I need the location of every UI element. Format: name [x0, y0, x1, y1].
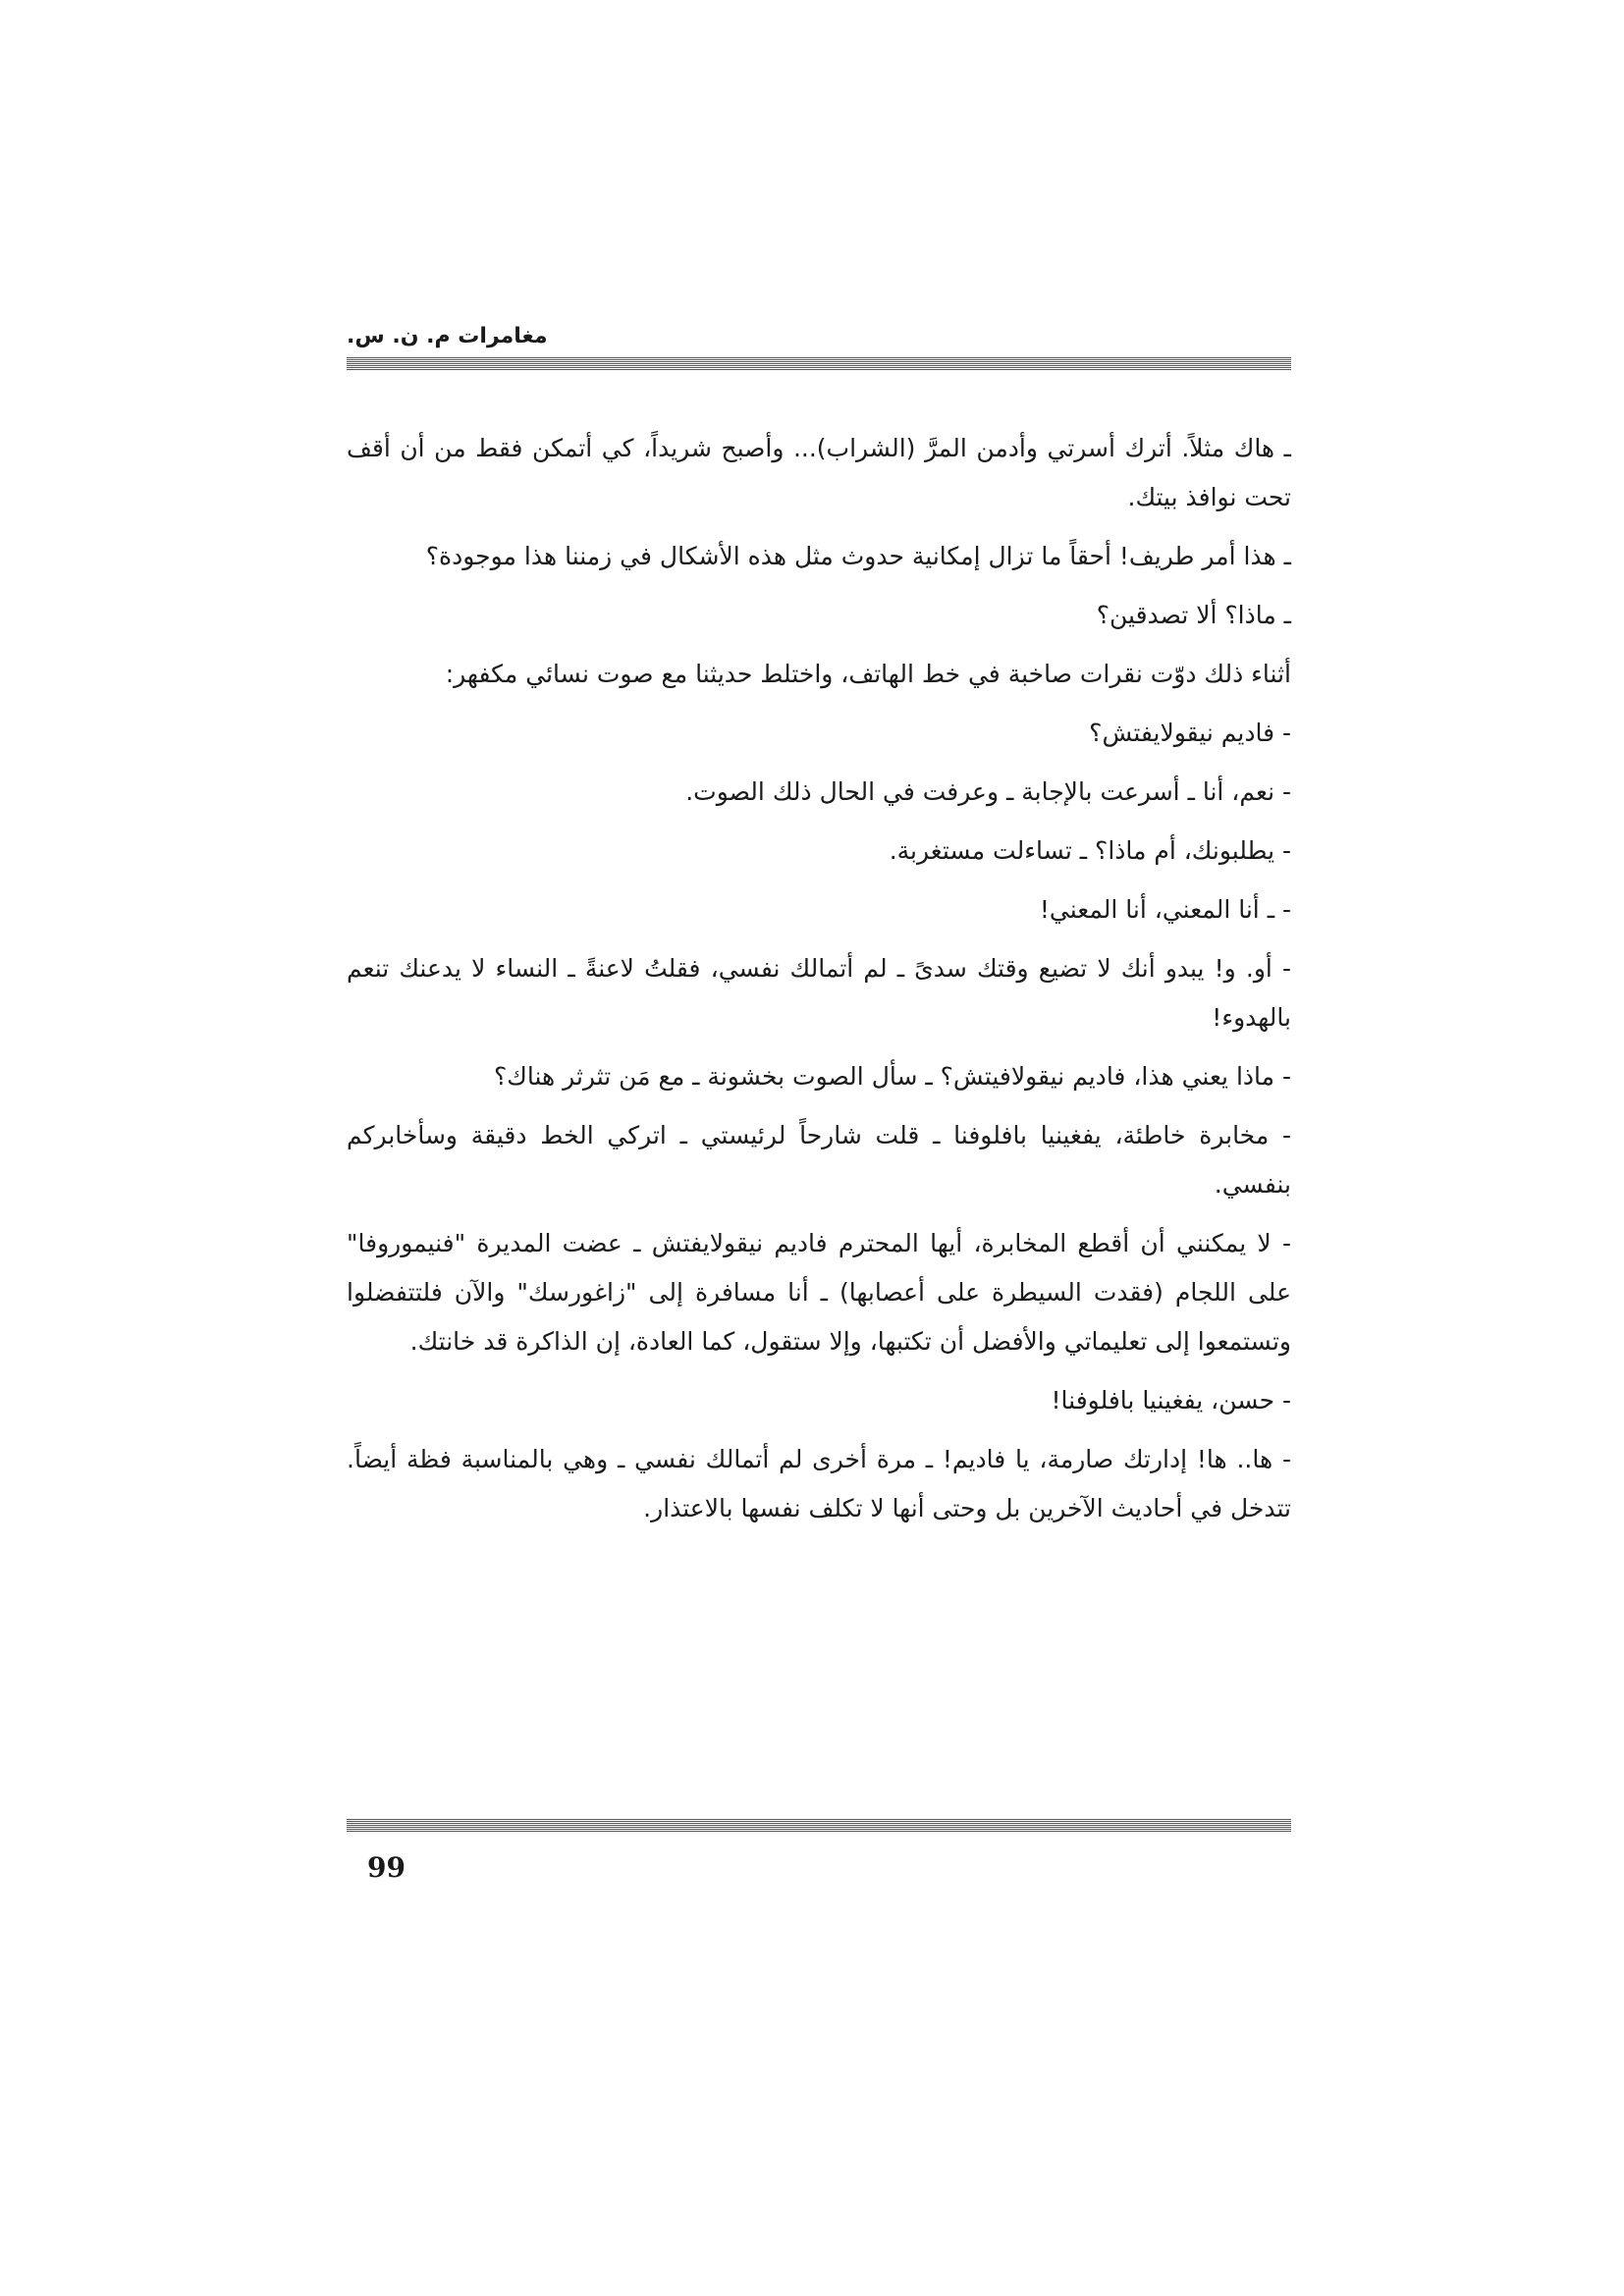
header-rule — [347, 357, 1291, 371]
paragraph: ـ هذا أمر طريف! أحقاً ما تزال إمكانية حدوث مثل هذه الأشكال في زمننا هذا موجودة؟ — [425, 542, 1291, 570]
dialogue-line: - مخابرة خاطئة، يفغينيا بافلوفنا ـ قلت شارحاً لرئيستي ـ اتركي الخط دقيقة وسأخابركم بنفسي. — [347, 1121, 1291, 1199]
dialogue-line: - لا يمكنني أن أقطع المخابرة، أيها المحترم فاديم نيقولايفتش ـ عضت المديرة "فنيموروفا" على اللجام (فقدت السيطرة على أعصابها) ـ أنا مسافرة إلى "زاغورسك" والآن فلتتفضلوا وتستمعوا إلى تعليماتي والأفضل أن تكتبها، وإلا ستقول، كما العادة، إن الذاكرة قد خانتك. — [347, 1229, 1291, 1356]
running-title: مغامرات م. ن. س. — [347, 324, 548, 348]
footer-rule — [347, 1819, 1291, 1833]
dialogue-line: - حسن، يفغينيا بافلوفنا! — [1051, 1386, 1291, 1415]
dialogue-line: - ماذا يعني هذا، فاديم نيقولافيتش؟ ـ سأل الصوت بخشونة ـ مع مَن تثرثر هناك؟ — [493, 1062, 1291, 1091]
paragraph: ـ ماذا؟ ألا تصدقين؟ — [1096, 601, 1291, 629]
dialogue-line: - يطلبونك، أم ماذا؟ ـ تساءلت مستغربة. — [889, 836, 1291, 865]
dialogue-line: - فاديم نيقولايفتش؟ — [1089, 719, 1291, 747]
dialogue-line: - أو. و! يبدو أنك لا تضيع وقتك سدىً ـ لم أتمالك نفسي، فقلتُ لاعنةً ـ النساء لا يدعنك تنعم بالهدوء! — [347, 954, 1291, 1032]
page-number: 99 — [367, 1851, 406, 1884]
paragraph: أثناء ذلك دوّت نقرات صاخبة في خط الهاتف، واختلط حديثنا مع صوت نسائي مكفهر: — [445, 660, 1291, 688]
dialogue-line: - نعم، أنا ـ أسرعت بالإجابة ـ وعرفت في الحال ذلك الصوت. — [685, 777, 1291, 806]
page-body — [347, 424, 1291, 1543]
dialogue-line: - ها.. ها! إدارتك صارمة، يا فاديم! ـ مرة أخرى لم أتمالك نفسي ـ وهي بالمناسبة فظة أيضاً. تتدخل في أحاديث الآخرين بل وحتى أنها لا تكلف نفسها بالاعتذار. — [347, 1445, 1291, 1522]
paragraph: ـ هاك مثلاً. أترك أسرتي وأدمن المرَّ (الشراب)... وأصبح شريداً، كي أتمكن فقط من أن أقف تحت نوافذ بيتك. — [347, 434, 1291, 511]
dialogue-line: - ـ أنا المعني، أنا المعني! — [1039, 895, 1291, 924]
